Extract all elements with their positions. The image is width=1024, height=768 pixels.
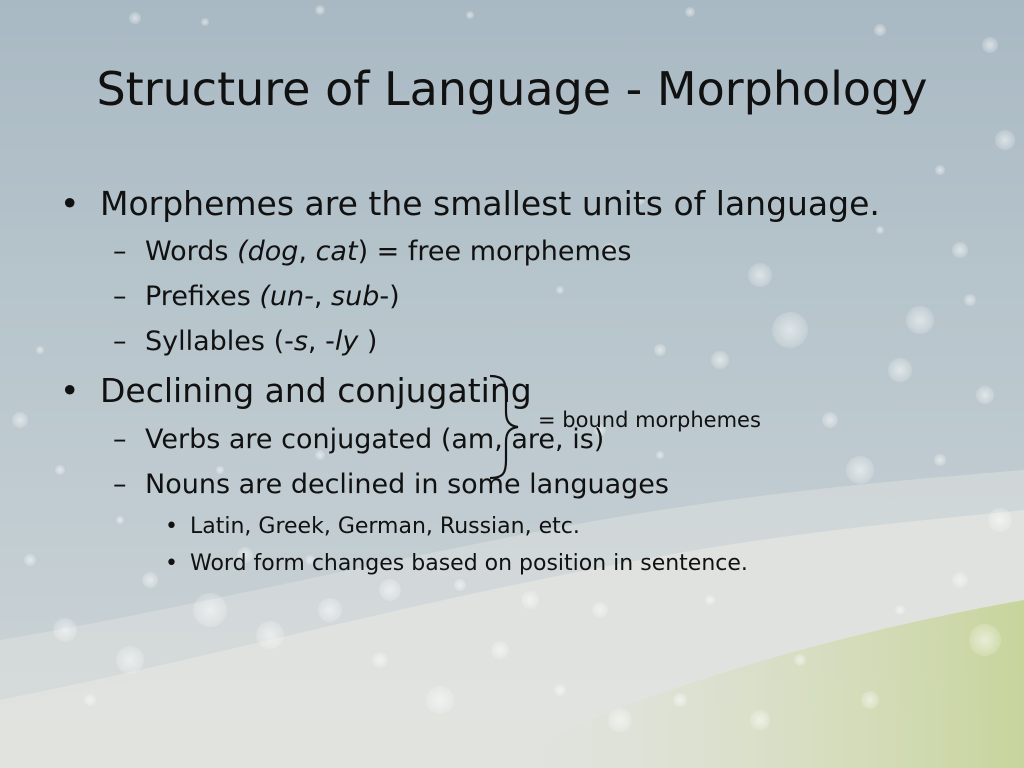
bullet-marker: • [165, 551, 178, 576]
bullet-marker: • [165, 514, 178, 539]
italic-segment: sub [331, 281, 380, 312]
text-segment: Words [145, 236, 238, 267]
slide-title: Structure of Language - Morphology [96, 62, 928, 116]
text-segment: Prefixes [145, 281, 260, 312]
italic-segment: (dog [237, 236, 299, 267]
text-segment: , [313, 281, 332, 312]
subbullet-verbs: Verbs are conjugated (am, are, is) [145, 424, 605, 455]
text-segment: Syllables (- [145, 326, 294, 357]
dash-marker: – [113, 326, 127, 357]
italic-segment: (un- [259, 281, 314, 312]
text-segment: ) [358, 326, 378, 357]
text-segment: ) = free morphemes [357, 236, 632, 267]
bullet-marker: • [60, 184, 80, 223]
bound-morphemes-annotation: = bound morphemes [538, 408, 761, 432]
text-segment: , - [307, 326, 335, 357]
bullet-marker: • [60, 371, 80, 410]
curly-brace-icon [482, 372, 522, 482]
dash-marker: – [113, 424, 127, 455]
dash-marker: – [113, 236, 127, 267]
text-segment: -) [379, 281, 400, 312]
subbullet-words [145, 236, 631, 267]
dash-marker: – [113, 281, 127, 312]
dash-marker: – [113, 469, 127, 500]
text-segment: , [298, 236, 316, 267]
italic-segment: s [293, 326, 308, 357]
subbullet-nouns: Nouns are declined in some languages [145, 469, 669, 500]
bullet-declining: Declining and conjugating [100, 371, 532, 410]
italic-segment: cat [315, 236, 358, 267]
italic-segment: ly [334, 326, 359, 357]
subbullet-syllables [145, 326, 377, 357]
bullet-morphemes: Morphemes are the smallest units of language. [100, 184, 880, 223]
subbullet-prefixes [145, 281, 400, 312]
subsubbullet-languages: Latin, Greek, German, Russian, etc. [190, 514, 580, 539]
subsubbullet-word-form: Word form changes based on position in sentence. [190, 551, 748, 576]
